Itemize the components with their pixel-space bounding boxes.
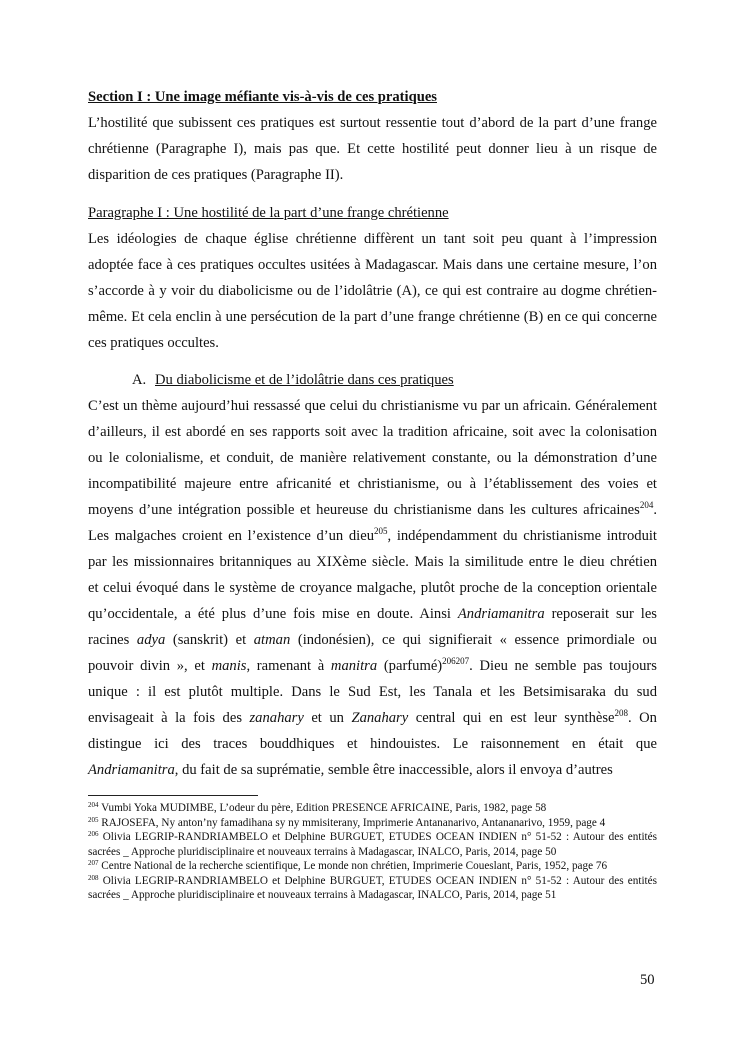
text-line bbox=[88, 757, 657, 783]
subsection-heading bbox=[88, 367, 657, 393]
text-run[interactable]: . On bbox=[628, 710, 657, 726]
text-run[interactable]: incompatibilité majeure entre africanité et christianisme, ou à l’établissement des voies et bbox=[88, 476, 657, 492]
text-run[interactable]: . Dieu ne semble pas toujours bbox=[469, 658, 657, 674]
text-run[interactable]: même. Et cela enclin à une persécution de la part d’une frange chrétienne (B) en ce qui concerne bbox=[88, 309, 657, 325]
footnote-separator bbox=[88, 795, 258, 796]
text-run[interactable]: s’accorde à y voir du diabolicisme ou de l’idolâtrie (A), ce qui est contraire au dogme chrétien- bbox=[88, 283, 657, 299]
text-line bbox=[88, 445, 657, 471]
text-run[interactable]: moyens d’une intégration possible et heureuse du christianisme dans les cultures africaines bbox=[88, 502, 640, 518]
text-run[interactable]: pouvoir divin », et bbox=[88, 658, 212, 674]
text-run[interactable]: C’est un thème aujourd’hui ressassé que celui du christianisme vu par un africain. Généralement bbox=[88, 398, 657, 414]
italic-term: adya bbox=[136, 632, 166, 648]
text-run[interactable]: , ramenant à bbox=[246, 658, 331, 674]
text-run[interactable]: (sanskrit) et bbox=[165, 632, 254, 648]
text-line bbox=[88, 601, 657, 627]
subsection-title: Du diabolicisme et de l’idolâtrie dans ces pratiques bbox=[155, 372, 454, 388]
subsection-label: A. bbox=[132, 372, 147, 388]
footnote-number: 205 bbox=[88, 815, 99, 824]
footnote bbox=[88, 859, 657, 874]
text-run[interactable]: (parfumé) bbox=[377, 658, 443, 674]
text-run[interactable]: , indépendamment du christianisme introduit bbox=[387, 528, 657, 544]
text-run[interactable]: ces pratiques occultes. bbox=[88, 335, 219, 351]
text-line bbox=[88, 679, 657, 705]
text-run[interactable]: , du fait de sa suprématie, semble être inaccessible, alors il envoya d’autres bbox=[174, 762, 613, 778]
text-line bbox=[88, 575, 657, 601]
text-line bbox=[88, 226, 657, 252]
footnote-text: Centre National de la recherche scientifique, Le monde non chrétien, Imprimerie Coueslant, Paris, 1952, page 76 bbox=[98, 860, 608, 872]
text-line bbox=[88, 162, 657, 188]
text-run[interactable]: adoptée face à ces pratiques occultes usitées à Madagascar. Mais dans une certaine mesure, l’on bbox=[88, 257, 657, 273]
text-line bbox=[88, 705, 657, 731]
paragraph-title: Paragraphe I : Une hostilité de la part d’une frange chrétienne bbox=[88, 205, 449, 221]
text-run[interactable]: et celui évoqué dans le système de croyance malgache, plutôt proche de la conception orientale bbox=[88, 580, 657, 596]
text-line bbox=[88, 627, 657, 653]
footnote-text: Olivia LEGRIP-RANDRIAMBELO et Delphine BURGUET, ETUDES OCEAN INDIEN n° 51-52 : Autour des entités sacrées _ Approche pluridisciplinaire et nouveaux terrains à Madagascar, INALCO, Paris, 2014, page 50 bbox=[88, 831, 657, 858]
text-run[interactable]: Les idéologies de chaque église chrétienne diffèrent un tant soit peu quant à l’impression bbox=[88, 231, 657, 247]
text-run[interactable]: par les missionnaires britanniques au XIXème siècle. Mais la similitude entre le dieu chrétien bbox=[88, 554, 657, 570]
text-run[interactable]: L’hostilité que subissent ces pratiques est surtout ressentie tout d’abord de la part d’une frange bbox=[88, 115, 657, 131]
footnote-ref[interactable]: 205 bbox=[374, 526, 388, 536]
text-line bbox=[88, 497, 657, 523]
italic-term: Andriamanitra bbox=[88, 762, 175, 778]
page-number: 50 bbox=[640, 972, 655, 988]
footnote-text: Vumbi Yoka MUDIMBE, L’odeur du père, Edition PRESENCE AFRICAINE, Paris, 1982, page 58 bbox=[98, 802, 547, 814]
intro-paragraph bbox=[88, 110, 657, 188]
text-run[interactable]: ou le colonialisme, et conduit, de manière relativement constante, ou la démonstration d’une bbox=[88, 450, 657, 466]
footnote-number: 204 bbox=[88, 801, 99, 809]
italic-term: atman bbox=[253, 632, 291, 648]
footnote-number: 206 bbox=[88, 830, 99, 838]
italic-term: Zanahary bbox=[351, 710, 409, 726]
italic-term: manis bbox=[211, 658, 247, 674]
text-run[interactable]: distingue ici des traces bouddhiques et hindouistes. Le raisonnement en était que bbox=[88, 736, 657, 752]
text-run[interactable]: unique : il est plutôt multiple. Dans le Sud Est, les Tanala et les Betsimisaraka du sud bbox=[88, 684, 657, 700]
section-title: Section I : Une image méfiante vis-à-vis de ces pratiques bbox=[88, 89, 437, 105]
text-run[interactable]: qu’occidentale, a été plus d’une fois mise en doute. Ainsi bbox=[88, 606, 458, 622]
text-run[interactable]: chrétienne (Paragraphe I), mais pas que. Et cette hostilité peut donner lieu à un risque de bbox=[88, 141, 657, 157]
text-line bbox=[88, 110, 657, 136]
footnote-ref[interactable]: 206207 bbox=[442, 656, 470, 666]
text-line bbox=[88, 471, 657, 497]
text-run[interactable]: reposerait sur les bbox=[544, 606, 657, 622]
text-run[interactable]: disparition de ces pratiques (Paragraphe II). bbox=[88, 167, 344, 183]
text-line bbox=[88, 393, 657, 419]
text-run[interactable]: d’ailleurs, il est abordé en ses rapports soit avec la tradition africaine, soit avec la colonisation bbox=[88, 424, 657, 440]
text-run[interactable]: central qui en est leur synthèse bbox=[408, 710, 615, 726]
footnotes bbox=[88, 801, 657, 903]
text-run[interactable]: (indonésien), ce qui signifierait « essence primordiale ou bbox=[290, 632, 657, 648]
italic-term: zanahary bbox=[249, 710, 304, 726]
paragraph-text bbox=[88, 226, 657, 356]
footnote-number: 208 bbox=[88, 873, 99, 882]
text-line bbox=[88, 252, 657, 278]
footnote-text: Olivia LEGRIP-RANDRIAMBELO et Delphine BURGUET, ETUDES OCEAN INDIEN n° 51-52 : Autour des entités sacrées _ Approche pluridisciplinaire et nouveaux terrains à Madagascar, INALCO, Paris, 2014, page 51 bbox=[88, 874, 657, 901]
footnote bbox=[88, 816, 657, 831]
text-line bbox=[88, 278, 657, 304]
document-page bbox=[88, 84, 657, 783]
italic-term: Andriamanitra bbox=[457, 606, 545, 622]
text-line bbox=[88, 731, 657, 757]
text-run[interactable]: racines bbox=[88, 632, 137, 648]
text-line bbox=[88, 419, 657, 445]
footnote-ref[interactable]: 208 bbox=[614, 708, 628, 718]
body-text bbox=[88, 393, 657, 783]
text-run[interactable]: envisageait à la fois des bbox=[88, 710, 250, 726]
text-line bbox=[88, 330, 657, 356]
footnote-number: 207 bbox=[88, 859, 99, 867]
text-run[interactable]: . bbox=[653, 502, 657, 518]
footnote-text: RAJOSEFA, Ny anton’ny famadihana sy ny mmisiterany, Imprimerie Antananarivo, Antananarivo, 1959, page 4 bbox=[98, 816, 606, 829]
footnote bbox=[88, 801, 657, 816]
text-line bbox=[88, 653, 657, 679]
footnote bbox=[88, 874, 657, 903]
italic-term: manitra bbox=[330, 658, 378, 674]
text-line bbox=[88, 523, 657, 549]
text-line bbox=[88, 136, 657, 162]
footnote-ref[interactable]: 204 bbox=[639, 500, 654, 510]
footnote bbox=[88, 830, 657, 859]
text-run[interactable]: Les malgaches croient en l’existence d’un dieu bbox=[88, 528, 375, 544]
text-line bbox=[88, 549, 657, 575]
text-run[interactable]: et un bbox=[303, 710, 352, 726]
text-line bbox=[88, 304, 657, 330]
